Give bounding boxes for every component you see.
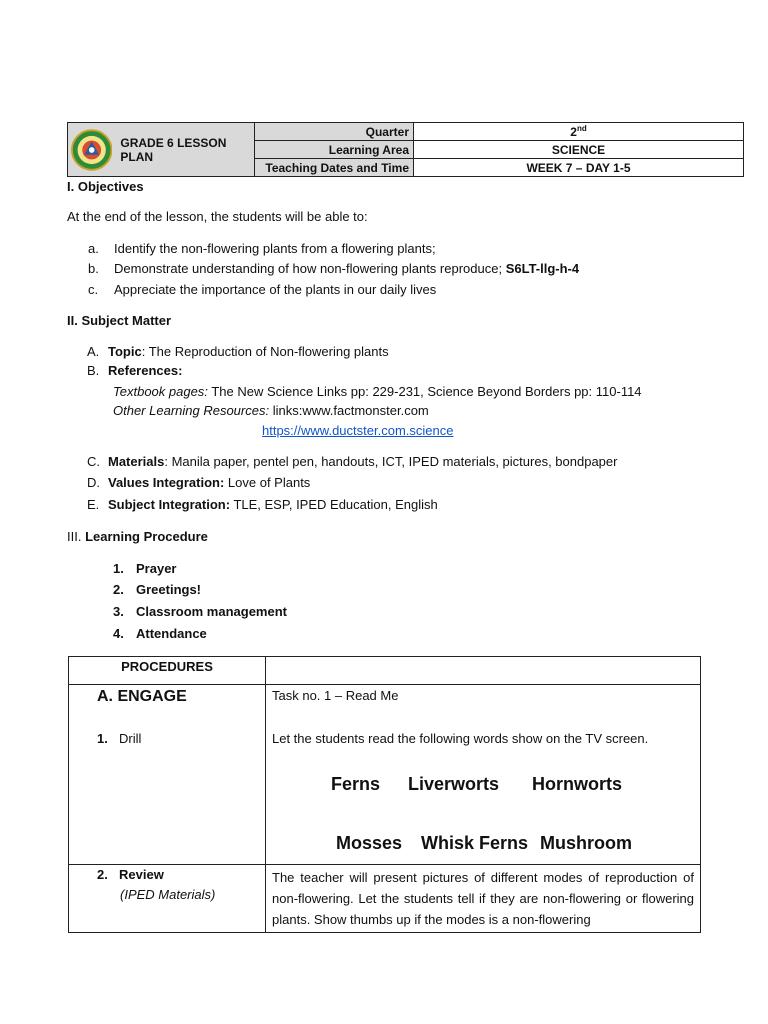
task-title: Task no. 1 – Read Me xyxy=(272,688,399,703)
lesson-plan-title: GRADE 6 LESSON PLAN xyxy=(120,135,227,164)
teaching-dates-value: WEEK 7 – DAY 1-5 xyxy=(414,159,744,177)
quarter-value: 2nd xyxy=(414,123,744,141)
procedure-item: 4. Attendance xyxy=(113,626,207,641)
textbook-pages-line: Textbook pages: The New Science Links pp: 229-231, Science Beyond Borders pp: 110-114 xyxy=(113,384,642,399)
materials-line: C. Materials: Manila paper, pentel pen, handouts, ICT, IPED materials, pictures, bondpaper xyxy=(87,454,618,469)
review-label: 2. Review xyxy=(97,867,164,882)
learning-area-value: SCIENCE xyxy=(414,141,744,159)
procedure-item: 3. Classroom management xyxy=(113,604,287,619)
teaching-dates-label: Teaching Dates and Time xyxy=(255,159,414,177)
ductster-link[interactable]: https://www.ductster.com.science xyxy=(262,423,454,438)
engage-heading: A. ENGAGE xyxy=(97,688,187,705)
procedures-header-empty xyxy=(266,657,701,685)
word-hornworts: Hornworts xyxy=(532,774,622,794)
other-resources-line: Other Learning Resources: links:www.factmonster.com xyxy=(113,403,429,418)
header-table xyxy=(67,122,744,177)
objectives-heading: I. Objectives xyxy=(67,179,144,194)
review-note: (IPED Materials) xyxy=(120,887,216,902)
procedures-table xyxy=(68,656,701,933)
word-mushroom: Mushroom xyxy=(540,833,632,853)
logo-title-cell xyxy=(68,123,255,177)
topic-line: A. Topic: The Reproduction of Non-flowering plants xyxy=(87,344,389,359)
word-ferns: Ferns xyxy=(331,774,381,794)
competency-code: S6LT-llg-h-4 xyxy=(505,261,580,276)
procedure-item: 1. Prayer xyxy=(113,561,177,576)
engage-content-cell xyxy=(266,685,701,865)
subject-integration-line: E. Subject Integration: TLE, ESP, IPED Education, English xyxy=(87,497,438,512)
procedure-item: 2. Greetings! xyxy=(113,582,202,597)
learning-area-label: Learning Area xyxy=(255,141,414,159)
references-line: B. References: xyxy=(87,363,183,378)
word-liverworts: Liverworts xyxy=(408,774,500,794)
word-whisk-ferns: Whisk Ferns xyxy=(421,833,529,853)
drill-label: 1. Drill xyxy=(97,731,142,746)
subject-matter-heading: II. Subject Matter xyxy=(67,313,172,328)
review-text: The teacher will present pictures of different modes of reproduction of non-flowering. Let the students tell if they are non-flowering or flowering plants. Show thumbs up if the modes is a non-flowering xyxy=(266,865,701,933)
drill-instructions: Let the students read the following words show on the TV screen. xyxy=(272,731,649,746)
word-mosses: Mosses xyxy=(336,833,403,853)
learning-procedure-heading: III. Learning Procedure xyxy=(67,529,208,544)
values-integration-line: D. Values Integration: Love of Plants xyxy=(87,475,311,490)
objective-item: b. Demonstrate understanding of how non-flowering plants reproduce; S6LT-llg-h-4 xyxy=(88,261,580,276)
school-seal-logo xyxy=(71,128,112,172)
procedures-header: PROCEDURES xyxy=(69,657,266,685)
review-cell xyxy=(69,865,266,933)
engage-cell xyxy=(69,685,266,865)
objective-item: a. Identify the non-flowering plants from a flowering plants; xyxy=(88,241,436,256)
objective-item: c. Appreciate the importance of the plants in our daily lives xyxy=(88,282,437,297)
objectives-intro: At the end of the lesson, the students will be able to: xyxy=(67,209,368,224)
quarter-label: Quarter xyxy=(255,123,414,141)
